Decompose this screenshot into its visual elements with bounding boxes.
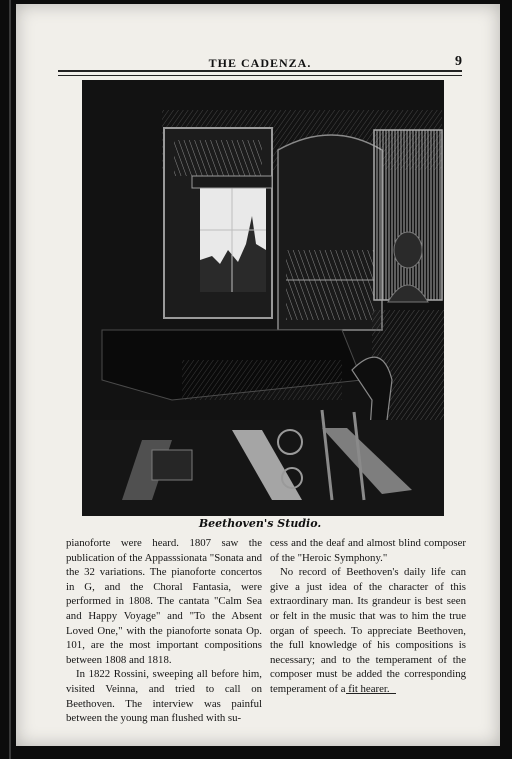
paragraph: cess and the deaf and almost blind composer of the "Heroic Symphony.": [270, 537, 466, 564]
illustration-caption: Beethoven's Studio.: [198, 517, 322, 530]
text-column-left: [66, 536, 262, 726]
paragraph: No record of Beethoven's daily life can give a just idea of the character of this extraordinary man. Its grandeur is best seen or felt in the music that was to him the true organ of speech. To appreciate Beethoven, the full knowledge of his compositions is necessary; and to the temperament of the composer must be added the corresponding temperament of a fit hearer.: [270, 566, 466, 695]
studio-illustration: [82, 80, 444, 516]
section-end-rule: [346, 693, 396, 694]
studio-engraving: [82, 80, 444, 516]
page-edge-rule: [9, 0, 11, 759]
header-rule: [58, 70, 462, 76]
paragraph: pianoforte were heard. 1807 saw the publication of the Appasssionata "Sonata and the 32 variations. The pianoforte concertos in G, and the Choral Fantasia, were performed in 1808. The cantata "Calm Sea and Happy Voyage" and "To the Absent Loved One," with the pianoforte sonata Op. 101, are the most important compositions between 1808 and 1818.: [66, 537, 262, 666]
page-number: 9: [455, 54, 462, 69]
paragraph: In 1822 Rossini, sweeping all before him, visited Veinna, and tried to call on Beethoven. The interview was painful between the young man flushed with su-: [66, 668, 262, 725]
running-header: [58, 56, 462, 70]
text-column-right: [270, 536, 466, 697]
publication-title: THE CADENZA.: [208, 56, 312, 70]
